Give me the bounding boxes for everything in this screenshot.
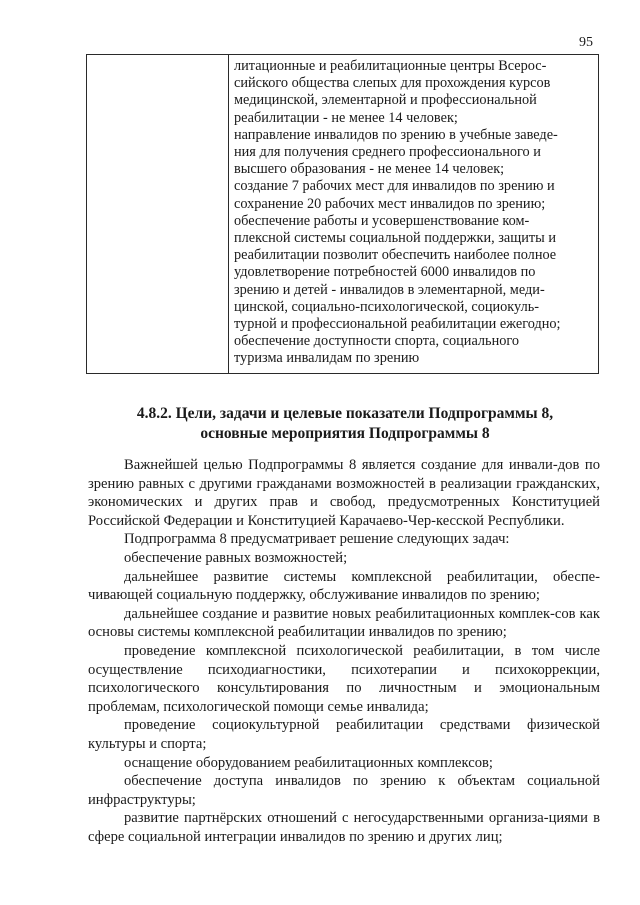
task-item: обеспечение доступа инвалидов по зрению к объектам социальной инфраструктуры;: [88, 773, 600, 808]
table-text-line: туризма инвалидам по зрению: [234, 350, 420, 367]
page-number: 95: [579, 35, 593, 50]
task-item: проведение комплексной психологической реабилитации, в том числе осуществление психодиагностики, психотерапии и психокоррекции, психологического консультирования по личностным и эмоциональным проблемам, психологической помощи семье инвалида;: [88, 642, 600, 715]
task-item: обеспечение равных возможностей;: [124, 549, 348, 566]
table-text-line: зрению и детей - инвалидов в элементарной, меди-: [234, 281, 545, 298]
table-left-cell: [87, 55, 229, 374]
table-text-line: обеспечение работы и усовершенствование ком-: [234, 212, 530, 229]
table-text-line: турной и профессиональной реабилитации ежегодно;: [234, 316, 561, 333]
table-row: [87, 55, 599, 374]
table-text-line: удовлетворение потребностей 6000 инвалидов по: [234, 264, 536, 281]
task-item: дальнейшее развитие системы комплексной реабилитации, обеспе-чивающей социальную поддержку, обслуживание инвалидов по зрению;: [88, 568, 600, 604]
table-text-line: высшего образования - не менее 14 человек;: [234, 161, 505, 178]
table-text-line: направление инвалидов по зрению в учебные заведе-: [234, 126, 558, 143]
section-heading-line-2: основные мероприятия Подпрограммы 8: [200, 425, 490, 442]
table-text-line: реабилитации позволит обеспечить наиболее полное: [234, 247, 557, 264]
tasks-intro-paragraph: Подпрограмма 8 предусматривает решение следующих задач:: [124, 531, 510, 548]
task-item: оснащение оборудованием реабилитационных комплексов;: [124, 754, 493, 771]
table-text-line: ния для получения среднего профессионального и: [234, 144, 541, 161]
table-text-line: цинской, социально-психологической, социокуль-: [234, 298, 539, 315]
task-item: развитие партнёрских отношений с негосударственными организа-циями в сфере социальной интеграции инвалидов по зрению и других лиц;: [88, 810, 600, 845]
task-item: проведение социокультурной реабилитации средствами физической культуры и спорта;: [88, 717, 600, 752]
table-text-line: сийского общества слепых для прохождения курсов: [234, 75, 551, 92]
goal-paragraph: Важнейшей целью Подпрограммы 8 является создание для инвали-дов по зрению равных с другими гражданами возможностей в реализации гражданских, экономических и других прав и свобод, предусмотренных Конституцией Российской Федерации и Конституцией Карачаево-Чер-кесской Республики.: [88, 457, 600, 529]
table-text-line: литационные и реабилитационные центры Всерос-: [234, 58, 547, 74]
continued-table: [86, 54, 599, 374]
table-text-line: сохранение 20 рабочих мест инвалидов по зрению;: [234, 195, 546, 212]
table-text-line: реабилитации - не менее 14 человек;: [234, 109, 458, 126]
task-item: дальнейшее создание и развитие новых реабилитационных комплек-сов как основы системы комплексной реабилитации инвалидов по зрению;: [88, 605, 600, 641]
body-text: [88, 456, 600, 846]
section-heading: [90, 404, 600, 444]
section-heading-line-1: 4.8.2. Цели, задачи и целевые показатели Подпрограммы 8,: [136, 405, 554, 422]
table-text-line: создание 7 рабочих мест для инвалидов по зрению и: [234, 178, 555, 195]
table-text-line: медицинской, элементарной и профессиональной: [234, 92, 537, 109]
table-text-line: обеспечение доступности спорта, социального: [234, 333, 520, 350]
table-right-cell: [229, 55, 599, 374]
table-text-line: плексной системы социальной поддержки, защиты и: [234, 230, 556, 247]
